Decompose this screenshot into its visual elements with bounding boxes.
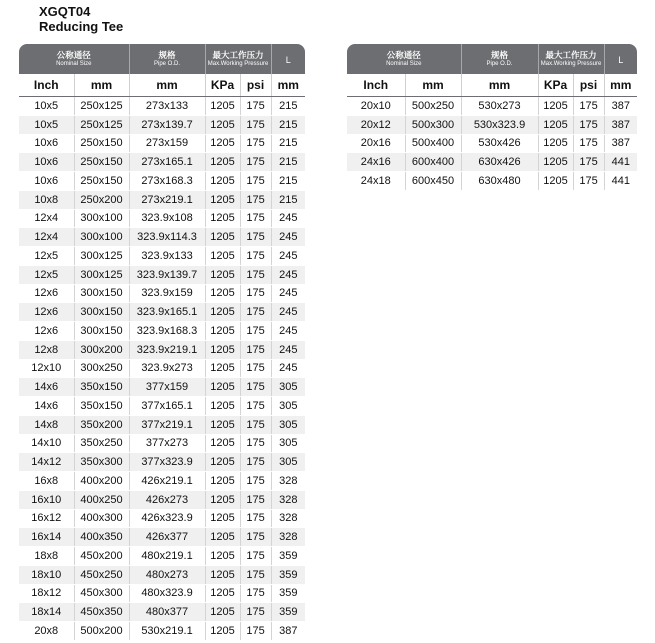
length-cell: 441 [604,153,637,172]
unit-od-mm: mm [129,74,205,97]
pipe-od-cell: 323.9x165.1 [129,303,205,322]
nominal-mm-cell: 250x150 [74,153,129,172]
inch-cell: 12x6 [19,322,74,341]
pipe-od-cell: 323.9x168.3 [129,322,205,341]
nominal-mm-cell: 450x250 [74,565,129,584]
spec-table-right [347,44,637,191]
table-row [19,434,305,453]
psi-cell: 175 [240,584,271,603]
table-row [19,340,305,359]
length-header [604,44,637,74]
kpa-cell: 1205 [205,115,240,134]
table-row [19,509,305,528]
kpa-cell: 1205 [538,115,573,134]
nominal-mm-cell: 400x250 [74,490,129,509]
inch-cell: 24x16 [347,153,405,172]
length-cell: 359 [271,547,305,566]
kpa-cell: 1205 [205,134,240,153]
nominal-mm-cell: 500x300 [405,115,461,134]
psi-cell: 175 [240,340,271,359]
product-code: XGQT04 [39,4,91,19]
unit-kpa: KPa [538,74,573,97]
nominal-mm-cell: 250x200 [74,190,129,209]
table-row [19,603,305,622]
spec-table-right-body [347,97,637,191]
inch-cell: 20x10 [347,97,405,116]
inch-cell: 20x16 [347,134,405,153]
pipe-od-cell: 323.9x159 [129,284,205,303]
psi-cell: 175 [240,247,271,266]
pipe-od-cell: 377x159 [129,378,205,397]
unit-mm: mm [405,74,461,97]
psi-cell: 175 [573,97,604,116]
pipe-od-header [461,44,538,74]
nominal-mm-cell: 450x200 [74,547,129,566]
pipe-od-cell: 530x219.1 [129,622,205,641]
psi-cell: 175 [240,115,271,134]
inch-cell: 12x8 [19,340,74,359]
pipe-od-cn: 规格 [158,50,176,60]
table-row [19,247,305,266]
psi-cell: 175 [240,359,271,378]
inch-cell: 12x5 [19,247,74,266]
nominal-mm-cell: 350x150 [74,378,129,397]
table-row [19,228,305,247]
pipe-od-en: Pipe O.D. [154,61,181,67]
psi-cell: 175 [240,509,271,528]
table-row [19,359,305,378]
kpa-cell: 1205 [205,584,240,603]
nominal-size-header [347,44,461,74]
header-row [19,44,305,74]
nominal-mm-cell: 400x200 [74,472,129,491]
pipe-od-cell: 480x273 [129,565,205,584]
nominal-mm-cell: 250x150 [74,172,129,191]
nominal-mm-cell: 300x150 [74,284,129,303]
psi-cell: 175 [240,434,271,453]
psi-cell: 175 [240,265,271,284]
pipe-od-cell: 323.9x139.7 [129,265,205,284]
table-row [19,472,305,491]
length-cell: 215 [271,115,305,134]
unit-l-mm: mm [604,74,637,97]
psi-cell: 175 [240,228,271,247]
inch-cell: 12x4 [19,209,74,228]
table-row [19,172,305,191]
kpa-cell: 1205 [205,453,240,472]
length-cell: 215 [271,172,305,191]
kpa-cell: 1205 [205,528,240,547]
pipe-od-cell: 530x323.9 [461,115,538,134]
pipe-od-cell: 426x323.9 [129,509,205,528]
psi-cell: 175 [240,322,271,341]
nominal-mm-cell: 250x150 [74,134,129,153]
kpa-cell: 1205 [205,359,240,378]
kpa-cell: 1205 [205,284,240,303]
nominal-mm-cell: 450x350 [74,603,129,622]
nominal-mm-cell: 350x200 [74,415,129,434]
nominal-mm-cell: 300x100 [74,228,129,247]
pipe-od-cell: 426x219.1 [129,472,205,491]
inch-cell: 16x10 [19,490,74,509]
length-cell: 305 [271,415,305,434]
psi-cell: 175 [240,209,271,228]
nominal-mm-cell: 300x150 [74,303,129,322]
table-row [347,115,637,134]
inch-cell: 10x8 [19,190,74,209]
nominal-mm-cell: 300x125 [74,265,129,284]
kpa-cell: 1205 [205,397,240,416]
kpa-cell: 1205 [205,378,240,397]
nominal-mm-cell: 500x400 [405,134,461,153]
pipe-od-cell: 273x165.1 [129,153,205,172]
inch-cell: 18x8 [19,547,74,566]
table-row [19,153,305,172]
unit-psi: psi [573,74,604,97]
nominal-mm-cell: 300x250 [74,359,129,378]
table-row [19,322,305,341]
kpa-cell: 1205 [205,190,240,209]
inch-cell: 10x5 [19,115,74,134]
unit-kpa: KPa [205,74,240,97]
length-cell: 305 [271,453,305,472]
unit-l-mm: mm [271,74,305,97]
unit-row [347,74,637,97]
inch-cell: 12x4 [19,228,74,247]
table-row [347,153,637,172]
length-cell: 305 [271,434,305,453]
nominal-mm-cell: 350x300 [74,453,129,472]
kpa-cell: 1205 [538,153,573,172]
nominal-mm-cell: 500x250 [405,97,461,116]
pressure-header [205,44,271,74]
kpa-cell: 1205 [205,415,240,434]
kpa-cell: 1205 [205,472,240,491]
length-cell: 328 [271,472,305,491]
inch-cell: 14x8 [19,415,74,434]
table-row [19,490,305,509]
inch-cell: 10x5 [19,97,74,116]
nominal-mm-cell: 250x125 [74,115,129,134]
length-cell: 359 [271,565,305,584]
kpa-cell: 1205 [205,172,240,191]
pipe-od-cell: 630x426 [461,153,538,172]
pipe-od-cell: 377x165.1 [129,397,205,416]
inch-cell: 18x14 [19,603,74,622]
length-cell: 359 [271,603,305,622]
length-cell: 328 [271,490,305,509]
length-cell: 215 [271,153,305,172]
nominal-size-header [19,44,129,74]
inch-cell: 12x5 [19,265,74,284]
psi-cell: 175 [573,115,604,134]
kpa-cell: 1205 [205,247,240,266]
psi-cell: 175 [240,190,271,209]
pipe-od-cell: 377x273 [129,434,205,453]
pressure-cn: 最大工作压力 [212,50,264,60]
unit-psi: psi [240,74,271,97]
length-cell: 305 [271,378,305,397]
table-row [19,547,305,566]
length-cell: 245 [271,322,305,341]
kpa-cell: 1205 [538,97,573,116]
inch-cell: 14x6 [19,397,74,416]
kpa-cell: 1205 [205,303,240,322]
unit-od-mm: mm [461,74,538,97]
table-row [19,397,305,416]
psi-cell: 175 [240,97,271,116]
table-row [19,209,305,228]
length-cell: 387 [271,622,305,641]
length-cell: 305 [271,397,305,416]
length-cell: 245 [271,284,305,303]
nominal-mm-cell: 400x300 [74,509,129,528]
pipe-od-cell: 273x133 [129,97,205,116]
table-row [19,190,305,209]
pipe-od-en: Pipe O.D. [486,61,513,67]
kpa-cell: 1205 [538,134,573,153]
pressure-en: Max.Working Pressure [540,61,602,67]
kpa-cell: 1205 [205,97,240,116]
pipe-od-cn: 规格 [491,50,509,60]
pipe-od-cell: 426x377 [129,528,205,547]
inch-cell: 18x12 [19,584,74,603]
pipe-od-cell: 426x273 [129,490,205,509]
table-row [19,134,305,153]
inch-cell: 18x10 [19,565,74,584]
pipe-od-cell: 323.9x219.1 [129,340,205,359]
inch-cell: 10x6 [19,172,74,191]
length-cell: 245 [271,209,305,228]
pipe-od-cell: 377x219.1 [129,415,205,434]
nominal-mm-cell: 250x125 [74,97,129,116]
length-header [271,44,305,74]
nominal-mm-cell: 350x150 [74,397,129,416]
pipe-od-cell: 273x139.7 [129,115,205,134]
inch-cell: 12x6 [19,303,74,322]
unit-row [19,74,305,97]
kpa-cell: 1205 [205,209,240,228]
kpa-cell: 1205 [205,340,240,359]
length-cell: 215 [271,134,305,153]
psi-cell: 175 [573,134,604,153]
psi-cell: 175 [240,603,271,622]
nominal-mm-cell: 300x200 [74,340,129,359]
pipe-od-cell: 530x426 [461,134,538,153]
header-row [347,44,637,74]
pipe-od-cell: 323.9x133 [129,247,205,266]
psi-cell: 175 [240,134,271,153]
psi-cell: 175 [240,303,271,322]
inch-cell: 20x12 [347,115,405,134]
pressure-cn: 最大工作压力 [545,50,597,60]
length-cell: 328 [271,509,305,528]
table-row [19,115,305,134]
nominal-mm-cell: 600x450 [405,172,461,191]
length-cell: 245 [271,340,305,359]
table-row [19,622,305,641]
pressure-en: Max.Working Pressure [207,61,269,67]
table-row [19,378,305,397]
nominal-size-cn: 公称通径 [386,50,421,60]
length-cell: 245 [271,359,305,378]
psi-cell: 175 [240,153,271,172]
pipe-od-cell: 480x219.1 [129,547,205,566]
psi-cell: 175 [240,622,271,641]
length-label: L [285,55,291,65]
psi-cell: 175 [240,397,271,416]
nominal-mm-cell: 450x300 [74,584,129,603]
nominal-mm-cell: 400x350 [74,528,129,547]
pressure-header [538,44,604,74]
length-cell: 387 [604,97,637,116]
length-cell: 387 [604,115,637,134]
table-row [347,97,637,116]
nominal-mm-cell: 300x125 [74,247,129,266]
length-cell: 359 [271,584,305,603]
table-row [347,134,637,153]
kpa-cell: 1205 [205,547,240,566]
length-cell: 245 [271,247,305,266]
inch-cell: 16x12 [19,509,74,528]
table-row [19,584,305,603]
table-row [19,415,305,434]
length-cell: 387 [604,134,637,153]
kpa-cell: 1205 [205,434,240,453]
psi-cell: 175 [240,547,271,566]
table-row [19,265,305,284]
unit-inch: Inch [347,74,405,97]
inch-cell: 20x8 [19,622,74,641]
pipe-od-cell: 323.9x108 [129,209,205,228]
inch-cell: 14x6 [19,378,74,397]
length-label: L [618,55,624,65]
inch-cell: 24x18 [347,172,405,191]
pipe-od-cell: 323.9x114.3 [129,228,205,247]
pipe-od-cell: 323.9x273 [129,359,205,378]
nominal-size-en: Nominal Size [56,61,92,67]
kpa-cell: 1205 [205,509,240,528]
psi-cell: 175 [240,453,271,472]
table-row [19,565,305,584]
psi-cell: 175 [240,565,271,584]
inch-cell: 10x6 [19,134,74,153]
kpa-cell: 1205 [205,153,240,172]
kpa-cell: 1205 [205,603,240,622]
pipe-od-cell: 273x219.1 [129,190,205,209]
length-cell: 245 [271,303,305,322]
pipe-od-cell: 480x323.9 [129,584,205,603]
inch-cell: 16x14 [19,528,74,547]
table-row [19,303,305,322]
nominal-mm-cell: 350x250 [74,434,129,453]
length-cell: 245 [271,265,305,284]
inch-cell: 14x10 [19,434,74,453]
kpa-cell: 1205 [205,490,240,509]
unit-inch: Inch [19,74,74,97]
nominal-mm-cell: 300x100 [74,209,129,228]
pipe-od-cell: 630x480 [461,172,538,191]
pipe-od-cell: 480x377 [129,603,205,622]
nominal-mm-cell: 600x400 [405,153,461,172]
psi-cell: 175 [240,472,271,491]
length-cell: 328 [271,528,305,547]
inch-cell: 16x8 [19,472,74,491]
table-row [19,284,305,303]
kpa-cell: 1205 [538,172,573,191]
kpa-cell: 1205 [205,622,240,641]
length-cell: 215 [271,97,305,116]
pipe-od-cell: 530x273 [461,97,538,116]
pipe-od-cell: 273x159 [129,134,205,153]
psi-cell: 175 [240,172,271,191]
pipe-od-cell: 377x323.9 [129,453,205,472]
psi-cell: 175 [573,172,604,191]
kpa-cell: 1205 [205,565,240,584]
spec-table-left [19,44,305,641]
inch-cell: 12x6 [19,284,74,303]
spec-table-left-body [19,97,305,641]
psi-cell: 175 [240,378,271,397]
table-row [19,97,305,116]
unit-mm: mm [74,74,129,97]
psi-cell: 175 [240,528,271,547]
pipe-od-header [129,44,205,74]
kpa-cell: 1205 [205,228,240,247]
inch-cell: 14x12 [19,453,74,472]
nominal-size-en: Nominal Size [386,61,422,67]
table-row [347,172,637,191]
length-cell: 245 [271,228,305,247]
length-cell: 215 [271,190,305,209]
nominal-mm-cell: 500x200 [74,622,129,641]
length-cell: 441 [604,172,637,191]
psi-cell: 175 [573,153,604,172]
pipe-od-cell: 273x168.3 [129,172,205,191]
psi-cell: 175 [240,490,271,509]
nominal-size-cn: 公称通径 [56,50,91,60]
inch-cell: 10x6 [19,153,74,172]
nominal-mm-cell: 300x150 [74,322,129,341]
kpa-cell: 1205 [205,322,240,341]
psi-cell: 175 [240,284,271,303]
table-row [19,453,305,472]
psi-cell: 175 [240,415,271,434]
table-row [19,528,305,547]
inch-cell: 12x10 [19,359,74,378]
product-name: Reducing Tee [39,19,124,34]
kpa-cell: 1205 [205,265,240,284]
